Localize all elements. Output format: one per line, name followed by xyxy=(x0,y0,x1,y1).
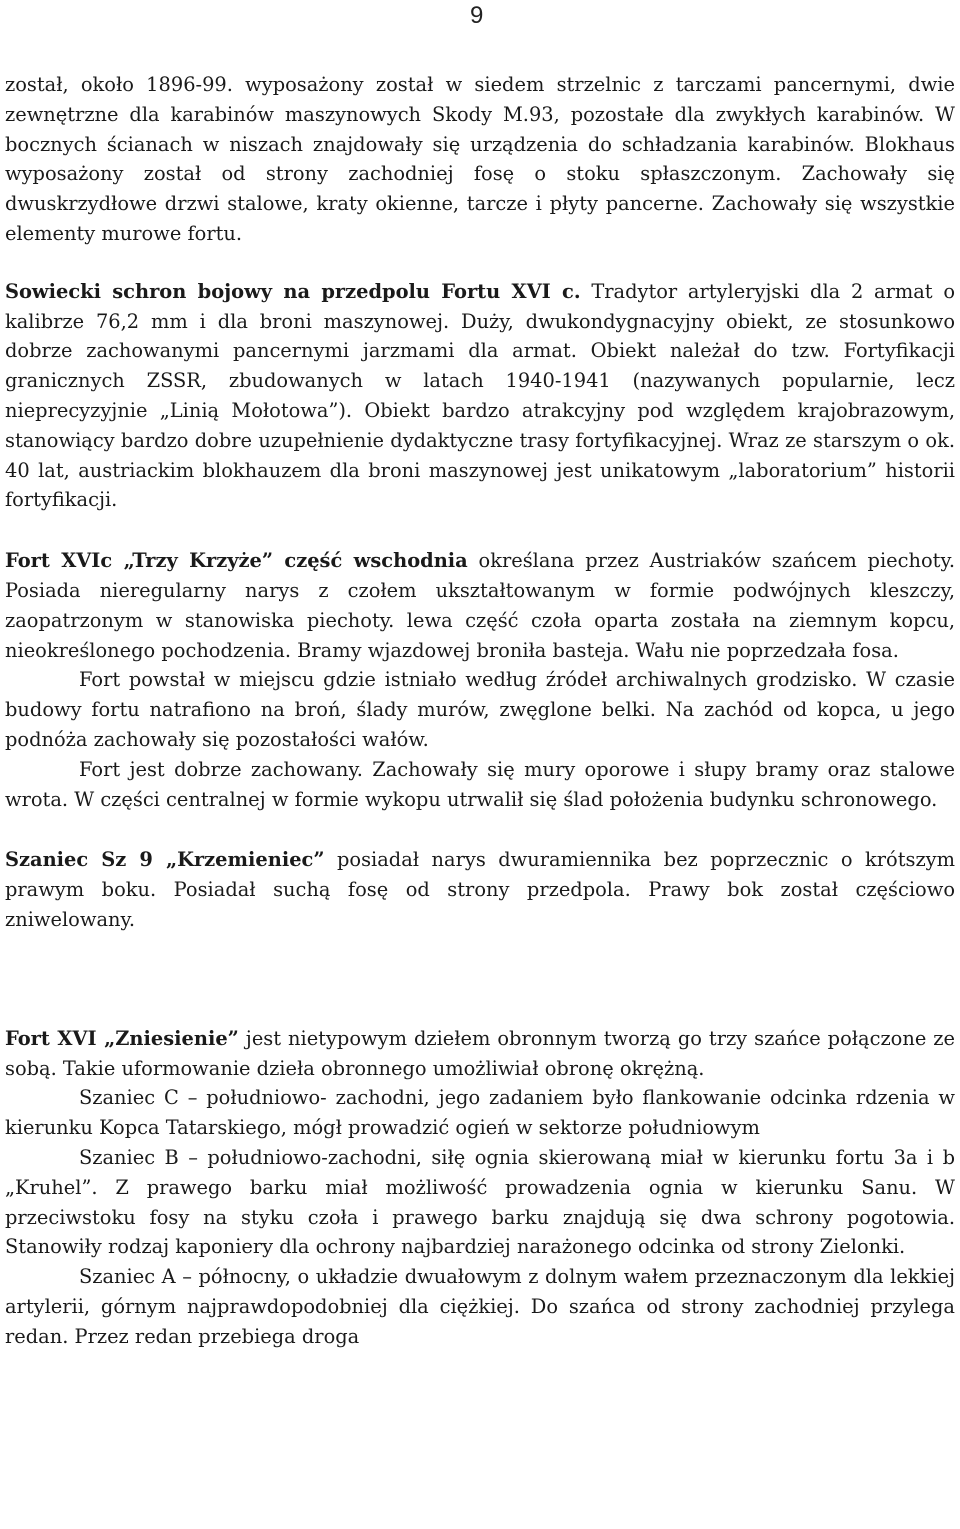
paragraph-fort-xvi xyxy=(5,1024,955,1084)
paragraph-text: Szaniec A – północny, o układzie dwuałowym z dolnym wałem przeznaczonym dla lekkiej artylerii, górnym najprawdopodobniej dla ciężkiej. Do szańca od strony zachodniej przylega redan. Przez redan przebiega droga xyxy=(5,1265,955,1348)
paragraph-szaniec-a xyxy=(5,1262,955,1351)
section-heading: Fort XVIc „Trzy Krzyże” część wschodnia xyxy=(5,549,468,573)
paragraph-text: jest nietypowym dziełem obronnym tworzą go trzy szańce połączone ze sobą. Takie uformowanie dzieła obronnego umożliwiał obronę okrężną. xyxy=(5,1026,955,1080)
section-heading: Sowiecki schron bojowy na przedpolu Fortu XVI c. xyxy=(5,279,581,303)
paragraph-fort-xvic xyxy=(5,546,955,665)
paragraph-blokhaus xyxy=(5,70,955,249)
paragraph-text: został, około 1896-99. wyposażony został w siedem strzelnic z tarczami pancernymi, dwie zewnętrzne dla karabinów maszynowych Skody M.93, pozostałe dla zwykłych karabinów. W bocznych ścianach w niszach znajdowały się urządzenia do schładzania karabinów. Blokhaus wyposażony został od strony zachodniej fosę o stoku spłaszczonym. Zachowały się dwuskrzydłowe drzwi stalowe, kraty okienne, tarcze i płyty pancerne. Zachowały się wszystkie elementy murowe fortu. xyxy=(5,73,955,245)
paragraph-text: określana przez Austriaków szańcem piechoty. Posiada nieregularny narys z czołem ukształtowanym w formie podwójnych kleszczy, zaopatrzonym w stanowiska piechoty. lewa część czoła oparta została na ziemnym kopcu, nieokreślonego pochodzenia. Bramy wjazdowej broniła basteja. Wału nie poprzedzała fosa. xyxy=(5,549,955,662)
paragraph-text: posiadał narys dwuramiennika bez poprzecznic o krótszym prawym boku. Posiadał suchą fosę od strony przedpola. Prawy bok został częściowo zniwelowany. xyxy=(5,848,955,931)
paragraph-fort-condition xyxy=(5,755,955,815)
page-number: 9 xyxy=(470,2,484,29)
paragraph-szaniec-sz9 xyxy=(5,845,955,934)
section-heading: Fort XVI „Zniesienie” xyxy=(5,1026,239,1050)
paragraph-szaniec-c xyxy=(5,1083,955,1143)
paragraph-text: Szaniec C – południowo- zachodni, jego zadaniem było flankowanie odcinka rdzenia w kierunku Kopca Tatarskiego, mógł prowadzić ogień w sektorze południowym xyxy=(5,1086,955,1140)
paragraph-text: Fort powstał w miejscu gdzie istniało według źródeł archiwalnych grodzisko. W czasie budowy fortu natrafiono na broń, ślady murów, zwęglone belki. Na zachód od kopca, u jego podnóża zachowały się pozostałości wałów. xyxy=(5,668,955,751)
document-body xyxy=(5,70,955,1351)
paragraph-fort-history xyxy=(5,665,955,754)
paragraph-sowiecki-schron xyxy=(5,277,955,515)
paragraph-text: Szaniec B – południowo-zachodni, siłę ognia skierowaną miał w kierunku fortu 3a i b „Kruhel”. Z prawego barku miał możliwość prowadzenia ognia w kierunku Sanu. W przeciwstoku fosy na styku czoła i prawego barku znajdują się dwa schrony pogotowia. Stanowiły rodzaj kaponiery dla ochrony najbardziej narażonego odcinka od strony Zielonki. xyxy=(5,1145,955,1259)
section-heading: Szaniec Sz 9 „Krzemieniec” xyxy=(5,848,325,872)
paragraph-szaniec-b xyxy=(5,1143,955,1262)
paragraph-text: Fort jest dobrze zachowany. Zachowały się mury oporowe i słupy bramy oraz stalowe wrota. W części centralnej w formie wykopu utrwalił się ślad położenia budynku schronowego. xyxy=(5,757,955,811)
paragraph-text: Tradytor artyleryjski dla 2 armat o kalibrze 76,2 mm i dla broni maszynowej. Duży, dwukondygnacyjny obiekt, ze stosunkowo dobrze zachowanymi pancernymi jarzmami dla armat. Obiekt należał do tzw. Fortyfikacji granicznych ZSSR, zbudowanych w latach 1940-1941 (nazywanych popularnie, lecz nieprecyzyjnie „Linią Mołotowa”). Obiekt bardzo atrakcyjny pod względem krajobrazowym, stanowiący bardzo dobre uzupełnienie dydaktyczne trasy fortyfikacyjnej. Wraz ze starszym o ok. 40 lat, austriackim blokhauzem dla broni maszynowej jest unikatowym „laboratorium” historii fortyfikacji. xyxy=(5,279,956,512)
